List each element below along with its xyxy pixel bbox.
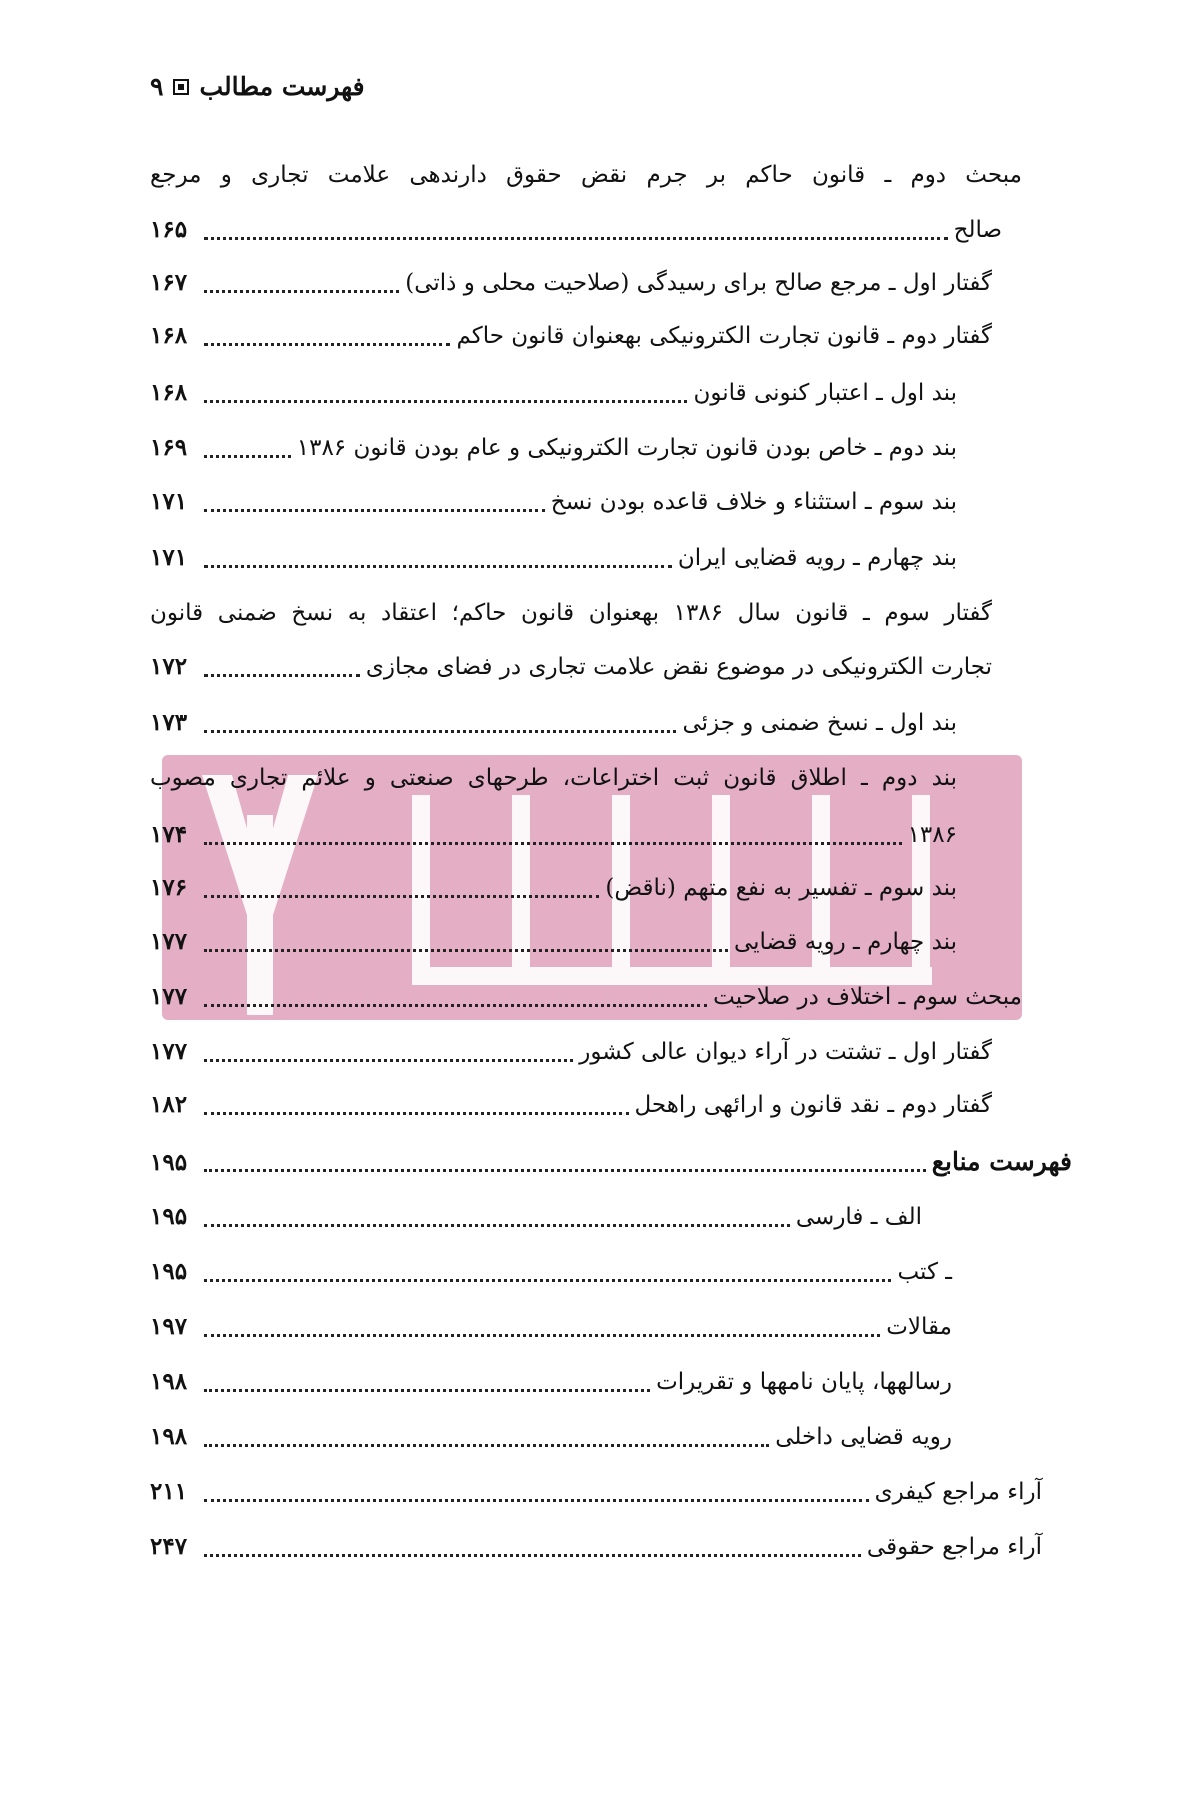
toc-entry-24 xyxy=(150,1472,1042,1512)
entry-page: ۱۹۸ xyxy=(150,1368,188,1395)
toc-entry-8: گفتار سوم ـ قانون سال ۱۳۸۶ بهعنوان قانون حاکم؛ اعتقاد به نسخ ضمنی قانون xyxy=(150,600,992,626)
entry-page: ۱۷۷ xyxy=(150,1038,188,1065)
toc-entry-22 xyxy=(150,1362,952,1402)
toc-entry-10 xyxy=(150,703,957,743)
dot-leader xyxy=(204,895,599,898)
entry-page: ۱۶۸ xyxy=(150,379,188,406)
dot-leader xyxy=(204,400,687,403)
dot-leader xyxy=(204,1169,926,1172)
square-bullet-icon xyxy=(173,79,189,95)
entry-page: ۱۷۱ xyxy=(150,544,188,571)
header-title: فهرست مطالب xyxy=(199,72,365,101)
entry-title: فهرست منابع xyxy=(931,1147,1072,1176)
dot-leader xyxy=(204,1444,769,1447)
toc-entry-25 xyxy=(150,1527,1042,1567)
toc-entry-20 xyxy=(150,1252,952,1292)
entry-title: بند اول ـ نسخ ضمنی و جزئی xyxy=(682,710,957,736)
entry-title: صالح xyxy=(953,217,1002,243)
toc-entry-7 xyxy=(150,538,957,578)
toc-entry-1 xyxy=(150,210,1002,250)
entry-title: ۱۳۸۶ xyxy=(907,822,957,848)
entry-title: آراء مراجع کیفری xyxy=(874,1479,1042,1505)
dot-leader xyxy=(204,1059,573,1062)
dot-leader xyxy=(204,455,291,458)
dot-leader xyxy=(204,949,728,952)
page-header xyxy=(150,72,365,101)
entry-page: ۱۶۹ xyxy=(150,434,188,461)
toc-entry-0: مبحث دوم ـ قانون حاکم بر جرم نقض حقوق دارندهی علامت تجاری و مرجع xyxy=(150,162,1022,188)
dot-leader xyxy=(204,1112,629,1115)
entry-title: بند سوم ـ تفسیر به نفع متهم (ناقض) xyxy=(605,875,957,901)
dot-leader xyxy=(204,1279,891,1282)
entry-title: بند چهارم ـ رویه قضایی xyxy=(733,929,957,955)
toc-entry-17 xyxy=(150,1085,992,1125)
toc-entry-5 xyxy=(150,428,957,468)
entry-page: ۱۶۵ xyxy=(150,216,188,243)
dot-leader xyxy=(204,674,360,677)
dot-leader xyxy=(204,1554,861,1557)
toc-entry-2 xyxy=(150,263,992,303)
entry-title: بند اول ـ اعتبار کنونی قانون xyxy=(693,380,957,406)
entry-page: ۱۶۷ xyxy=(150,269,188,296)
entry-page: ۱۷۴ xyxy=(150,821,188,848)
dot-leader xyxy=(204,343,450,346)
entry-title: گفتار اول ـ مرجع صالح برای رسیدگی (صلاحیت محلی و ذاتی) xyxy=(405,270,992,296)
entry-title: بند چهارم ـ رویه قضایی ایران xyxy=(677,545,957,571)
toc-entry-14 xyxy=(150,922,957,962)
entry-title: بند دوم ـ خاص بودن قانون تجارت الکترونیکی و عام بودن قانون ۱۳۸۶ xyxy=(296,435,957,461)
entry-page: ۱۷۷ xyxy=(150,928,188,955)
dot-leader xyxy=(204,842,902,845)
toc-entry-21 xyxy=(150,1307,952,1347)
entry-page: ۱۹۷ xyxy=(150,1313,188,1340)
toc-entry-11: بند دوم ـ اطلاق قانون ثبت اختراعات، طرحهای صنعتی و علائم تجاری مصوب xyxy=(150,765,957,791)
toc-entry-9 xyxy=(150,647,992,687)
entry-title: رویه قضایی داخلی xyxy=(775,1424,952,1450)
dot-leader xyxy=(204,1389,650,1392)
entry-page: ۱۹۵ xyxy=(150,1149,188,1176)
entry-page: ۲۱۱ xyxy=(150,1478,188,1505)
toc-entry-13 xyxy=(150,868,957,908)
entry-title: تجارت الکترونیکی در موضوع نقض علامت تجاری در فضای مجازی xyxy=(365,654,992,680)
toc-entry-18 xyxy=(150,1142,1072,1182)
toc-entry-23 xyxy=(150,1417,952,1457)
entry-page: ۱۷۷ xyxy=(150,983,188,1010)
entry-title: گفتار اول ـ تشتت در آراء دیوان عالی کشور xyxy=(579,1039,992,1065)
entry-page: ۱۷۳ xyxy=(150,709,188,736)
dot-leader xyxy=(204,509,545,512)
entry-title: رسالهها، پایان نامهها و تقریرات xyxy=(656,1369,952,1395)
entry-page: ۱۹۵ xyxy=(150,1258,188,1285)
dot-leader xyxy=(204,237,948,240)
page-number: ۹ xyxy=(150,72,164,101)
entry-title: الف ـ فارسی xyxy=(795,1204,922,1230)
toc-entry-4 xyxy=(150,373,957,413)
toc-entry-12 xyxy=(150,815,957,855)
entry-title: مبحث سوم ـ اختلاف در صلاحیت xyxy=(713,984,1022,1010)
entry-title: گفتار دوم ـ قانون تجارت الکترونیکی بهعنوان قانون حاکم xyxy=(456,323,992,349)
dot-leader xyxy=(204,730,676,733)
entry-title: ـ کتب xyxy=(897,1259,952,1285)
toc-entry-19 xyxy=(150,1197,922,1237)
entry-page: ۱۷۶ xyxy=(150,874,188,901)
dot-leader xyxy=(204,1004,707,1007)
toc-entry-3 xyxy=(150,316,992,356)
entry-title: گفتار دوم ـ نقد قانون و ارائهی راهحل xyxy=(634,1092,992,1118)
entry-title: آراء مراجع حقوقی xyxy=(866,1534,1042,1560)
dot-leader xyxy=(204,1334,880,1337)
entry-page: ۱۶۸ xyxy=(150,322,188,349)
entry-page: ۲۴۷ xyxy=(150,1533,188,1560)
entry-title: مقالات xyxy=(886,1314,952,1340)
entry-page: ۱۹۸ xyxy=(150,1423,188,1450)
dot-leader xyxy=(204,290,399,293)
toc-entry-16 xyxy=(150,1032,992,1072)
toc-entry-15 xyxy=(150,977,1022,1017)
entry-page: ۱۹۵ xyxy=(150,1203,188,1230)
dot-leader xyxy=(204,565,672,568)
entry-page: ۱۸۲ xyxy=(150,1091,188,1118)
dot-leader xyxy=(204,1224,790,1227)
entry-page: ۱۷۲ xyxy=(150,653,188,680)
entry-title: بند سوم ـ استثناء و خلاف قاعده بودن نسخ xyxy=(550,489,957,515)
toc-entry-6 xyxy=(150,482,957,522)
dot-leader xyxy=(204,1499,869,1502)
entry-page: ۱۷۱ xyxy=(150,488,188,515)
